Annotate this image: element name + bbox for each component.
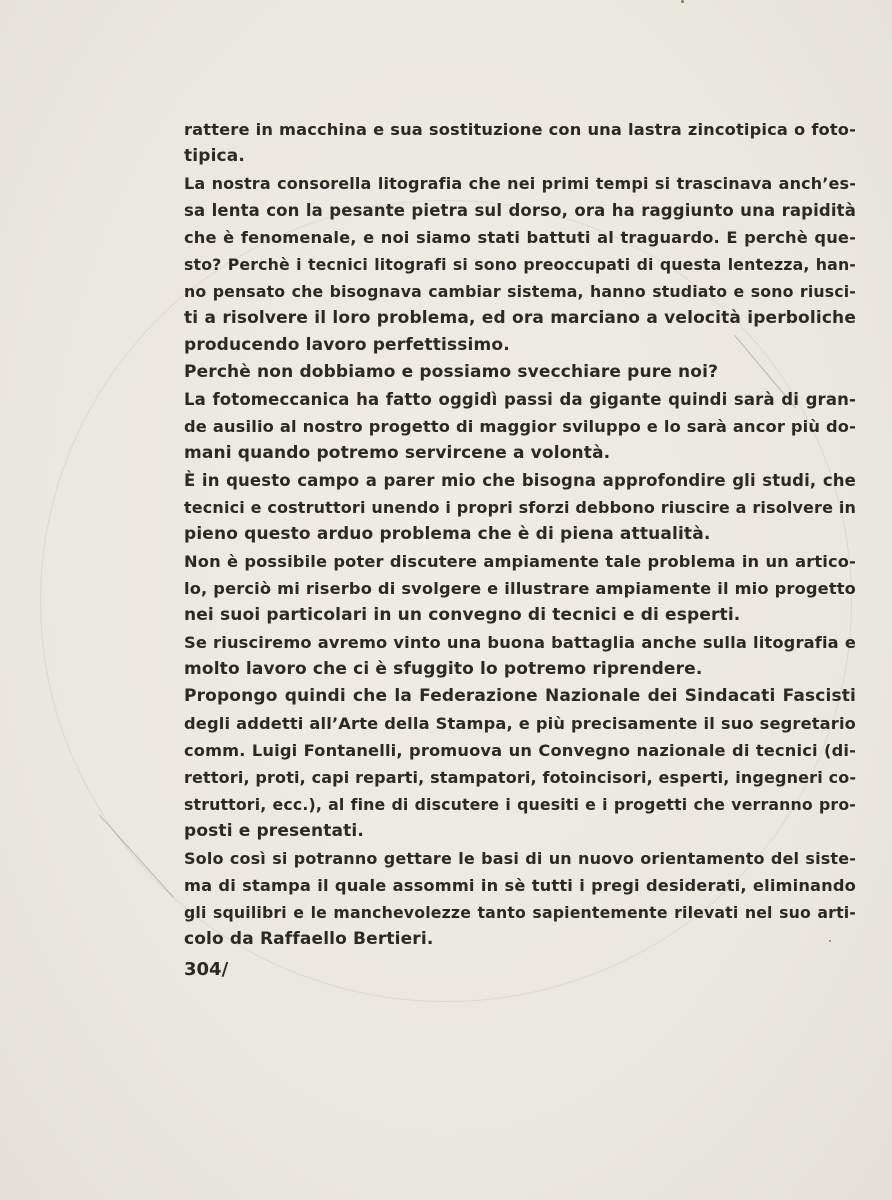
text-line: tecnici e costruttori unendo i propri sforzi debbono riuscire a risolvere in — [184, 498, 856, 517]
text-line: posti e presentati. — [184, 821, 364, 841]
text-line: degli addetti all’Arte della Stampa, e più precisamente il suo segretario — [184, 714, 856, 733]
text-line: mani quando potremo servircene a volontà. — [184, 443, 611, 463]
text-line: La nostra consorella litografia che nei primi tempi si trascinava anch’es- — [184, 174, 856, 193]
text-line: È in questo campo a parer mio che bisogna approfondire gli studi, che — [184, 471, 856, 490]
article-body-text — [184, 116, 856, 953]
text-line: sto? Perchè i tecnici litografi si sono preoccupati di questa lentezza, han- — [184, 255, 856, 274]
text-line: producendo lavoro perfettissimo. — [184, 335, 510, 355]
paper-speck — [681, 0, 684, 3]
text-line: lo, perciò mi riserbo di svolgere e illustrare ampiamente il mio progetto — [184, 579, 856, 598]
text-line: Perchè non dobbiamo e possiamo svecchiare pure noi? — [184, 362, 719, 382]
text-line: de ausilio al nostro progetto di maggior sviluppo e lo sarà ancor più do- — [184, 417, 856, 436]
text-line: Non è possibile poter discutere ampiamente tale problema in un artico- — [184, 552, 856, 571]
text-line: struttori, ecc.), al fine di discutere i quesiti e i progetti che verranno pro- — [184, 795, 856, 814]
text-line: La fotomeccanica ha fatto oggidì passi da gigante quindi sarà di gran- — [184, 390, 856, 409]
text-line: Solo così si potranno gettare le basi di un nuovo orientamento del siste- — [184, 849, 856, 868]
text-line: tipica. — [184, 146, 246, 166]
text-line: Propongo quindi che la Federazione Nazionale dei Sindacati Fascisti — [184, 686, 856, 706]
text-line: nei suoi particolari in un convegno di tecnici e di esperti. — [184, 605, 741, 625]
text-line: ma di stampa il quale assommi in sè tutti i pregi desiderati, eliminando — [184, 876, 856, 895]
text-line: rettori, proti, capi reparti, stampatori, fotoincisori, esperti, ingegneri co- — [184, 768, 857, 787]
text-line: Se riusciremo avremo vinto una buona battaglia anche sulla litografia e — [184, 633, 856, 652]
text-line: sa lenta con la pesante pietra sul dorso, ora ha raggiunto una rapidità — [184, 201, 856, 220]
text-line: che è fenomenale, e noi siamo stati battuti al traguardo. E perchè que- — [184, 228, 856, 247]
text-line: comm. Luigi Fontanelli, promuova un Convegno nazionale di tecnici (di- — [184, 741, 856, 760]
text-line: gli squilibri e le manchevolezze tanto sapientemente rilevati nel suo arti- — [184, 903, 856, 922]
page-number: 304/ — [184, 959, 229, 980]
text-line: molto lavoro che ci è sfuggito lo potremo riprendere. — [184, 659, 703, 679]
text-line: colo da Raffaello Bertieri. — [184, 929, 434, 949]
text-line: pieno questo arduo problema che è di piena attualità. — [184, 524, 711, 544]
text-line: rattere in macchina e sua sostituzione con una lastra zincotipica o foto- — [184, 120, 856, 139]
text-line: no pensato che bisognava cambiar sistema, hanno studiato e sono riusci- — [184, 282, 856, 301]
text-line: ti a risolvere il loro problema, ed ora marciano a velocità iperboliche — [184, 308, 856, 328]
